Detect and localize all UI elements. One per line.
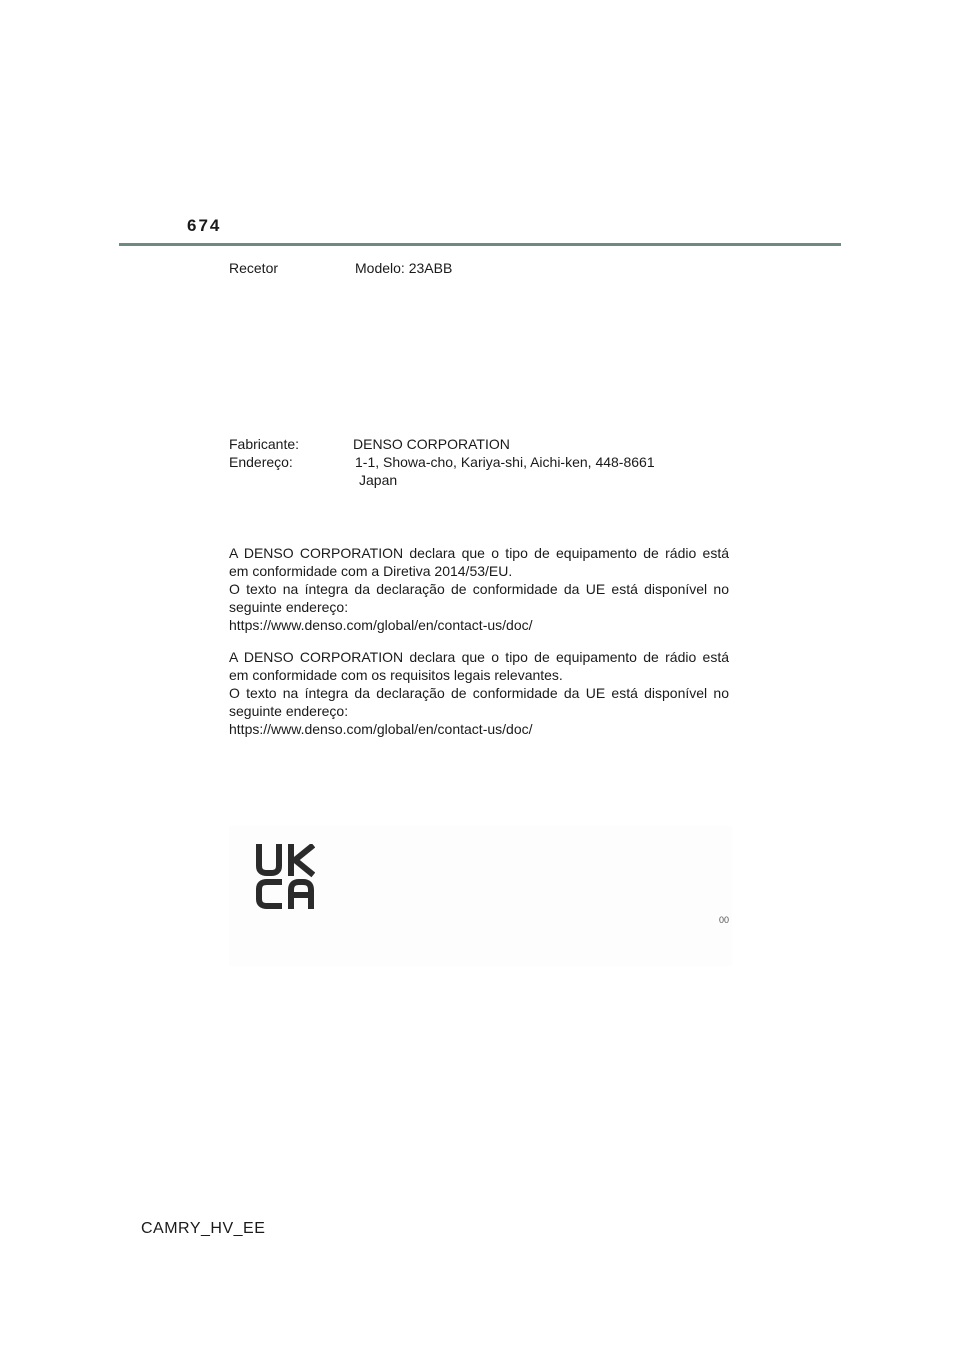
declaration-paragraph-2 bbox=[229, 648, 729, 738]
footer-document-id: CAMRY_HV_EE bbox=[141, 1220, 266, 1237]
declaration-1-line-3: O texto na íntegra da declaração de conformidade da UE está disponível no bbox=[229, 581, 729, 597]
declaration-1-line-1: A DENSO CORPORATION declara que o tipo de equipamento de rádio está bbox=[229, 545, 729, 561]
declaration-paragraph-1 bbox=[229, 544, 729, 634]
declaration-2-url: https://www.denso.com/global/en/contact-us/doc/ bbox=[229, 721, 533, 737]
declaration-1-url: https://www.denso.com/global/en/contact-us/doc/ bbox=[229, 617, 533, 633]
declaration-1-line-2: em conformidade com a Diretiva 2014/53/EU. bbox=[229, 563, 513, 579]
receiver-model: Modelo: 23ABB bbox=[355, 260, 453, 276]
page-number: 674 bbox=[187, 216, 222, 235]
manufacturer-label: Fabricante: bbox=[229, 436, 300, 452]
declaration-2-line-2: em conformidade com os requisitos legais relevantes. bbox=[229, 667, 563, 683]
ukca-mark-icon bbox=[255, 844, 315, 910]
manufacturer-name: DENSO CORPORATION bbox=[353, 436, 510, 452]
address-line2: Japan bbox=[359, 472, 398, 488]
logo-suffix: 00 bbox=[718, 915, 729, 925]
receiver-label: Recetor bbox=[229, 260, 279, 276]
declaration-2-line-1: A DENSO CORPORATION declara que o tipo de equipamento de rádio está bbox=[229, 649, 729, 665]
declaration-1-line-4: seguinte endereço: bbox=[229, 599, 349, 615]
ukca-logo-area bbox=[229, 826, 732, 966]
declaration-2-line-4: seguinte endereço: bbox=[229, 703, 349, 719]
address-line1: 1-1, Showa-cho, Kariya-shi, Aichi-ken, 448-8661 bbox=[355, 454, 655, 470]
declaration-2-line-3: O texto na íntegra da declaração de conformidade da UE está disponível no bbox=[229, 685, 729, 701]
header-rule bbox=[119, 243, 841, 246]
address-label: Endereço: bbox=[229, 454, 293, 470]
